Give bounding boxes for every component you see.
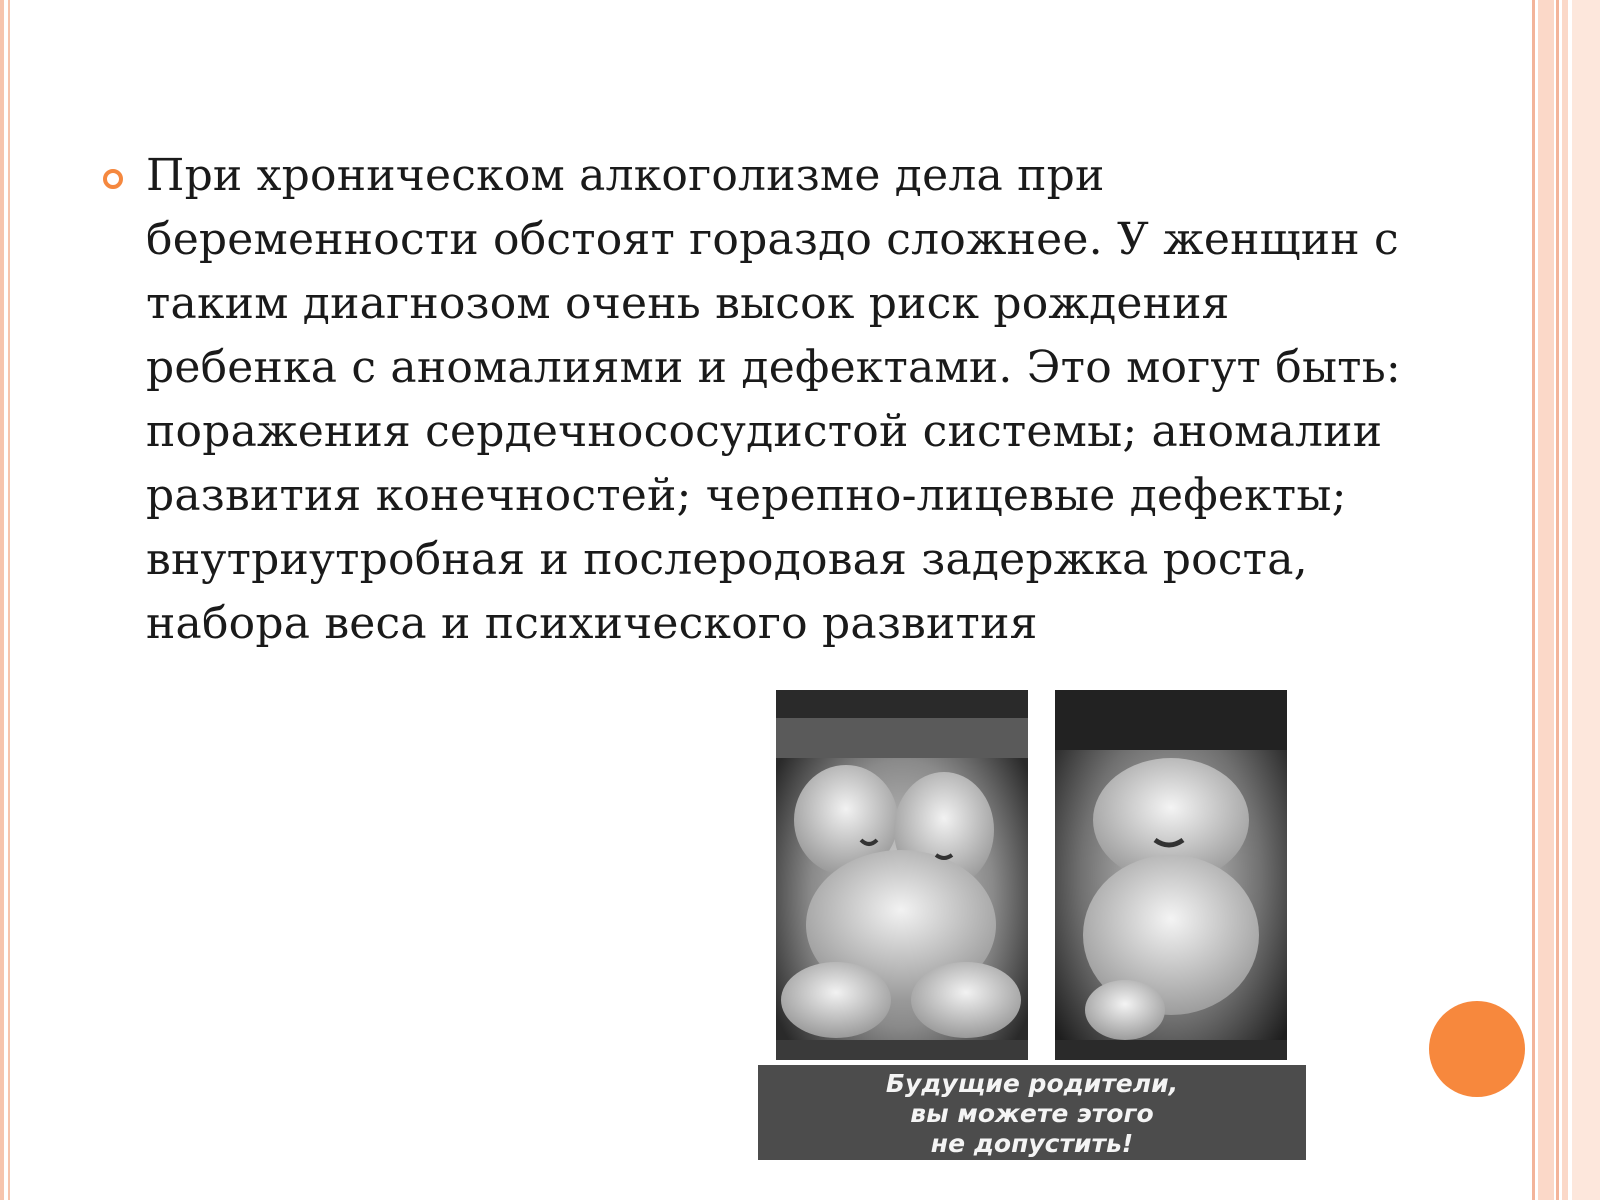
right-border-bar [1538, 0, 1554, 1200]
photo-left [776, 690, 1028, 1060]
illustration-image [758, 690, 1306, 1160]
left-border-bar [8, 0, 10, 1200]
left-border-bar [0, 0, 4, 1200]
image-caption [758, 1065, 1306, 1160]
decorative-circle [1429, 1001, 1525, 1097]
caption-line: не допустить! [930, 1129, 1134, 1158]
right-border-bar [1572, 0, 1600, 1200]
right-border-bar [1556, 0, 1559, 1200]
right-border-bar [1532, 0, 1535, 1200]
ring-bullet-icon [103, 169, 123, 189]
right-border-bar [1562, 0, 1568, 1200]
bullet-text: При хроническом алкоголизме дела при беременности обстоят гораздо сложнее. У женщин с таким диагнозом очень высок риск рождения ребенка с аномалиями и дефектами. Это могут быть: поражения сердечнососудистой системы; аномалии развития конечностей; черепно-лицевые дефекты; внутриутробная и послеродовая задержка роста, набора веса и психического развития [146, 150, 1401, 649]
photo-right [1055, 690, 1287, 1060]
caption-line: вы можете этого [910, 1099, 1154, 1128]
caption-line: Будущие родители, [885, 1069, 1179, 1098]
